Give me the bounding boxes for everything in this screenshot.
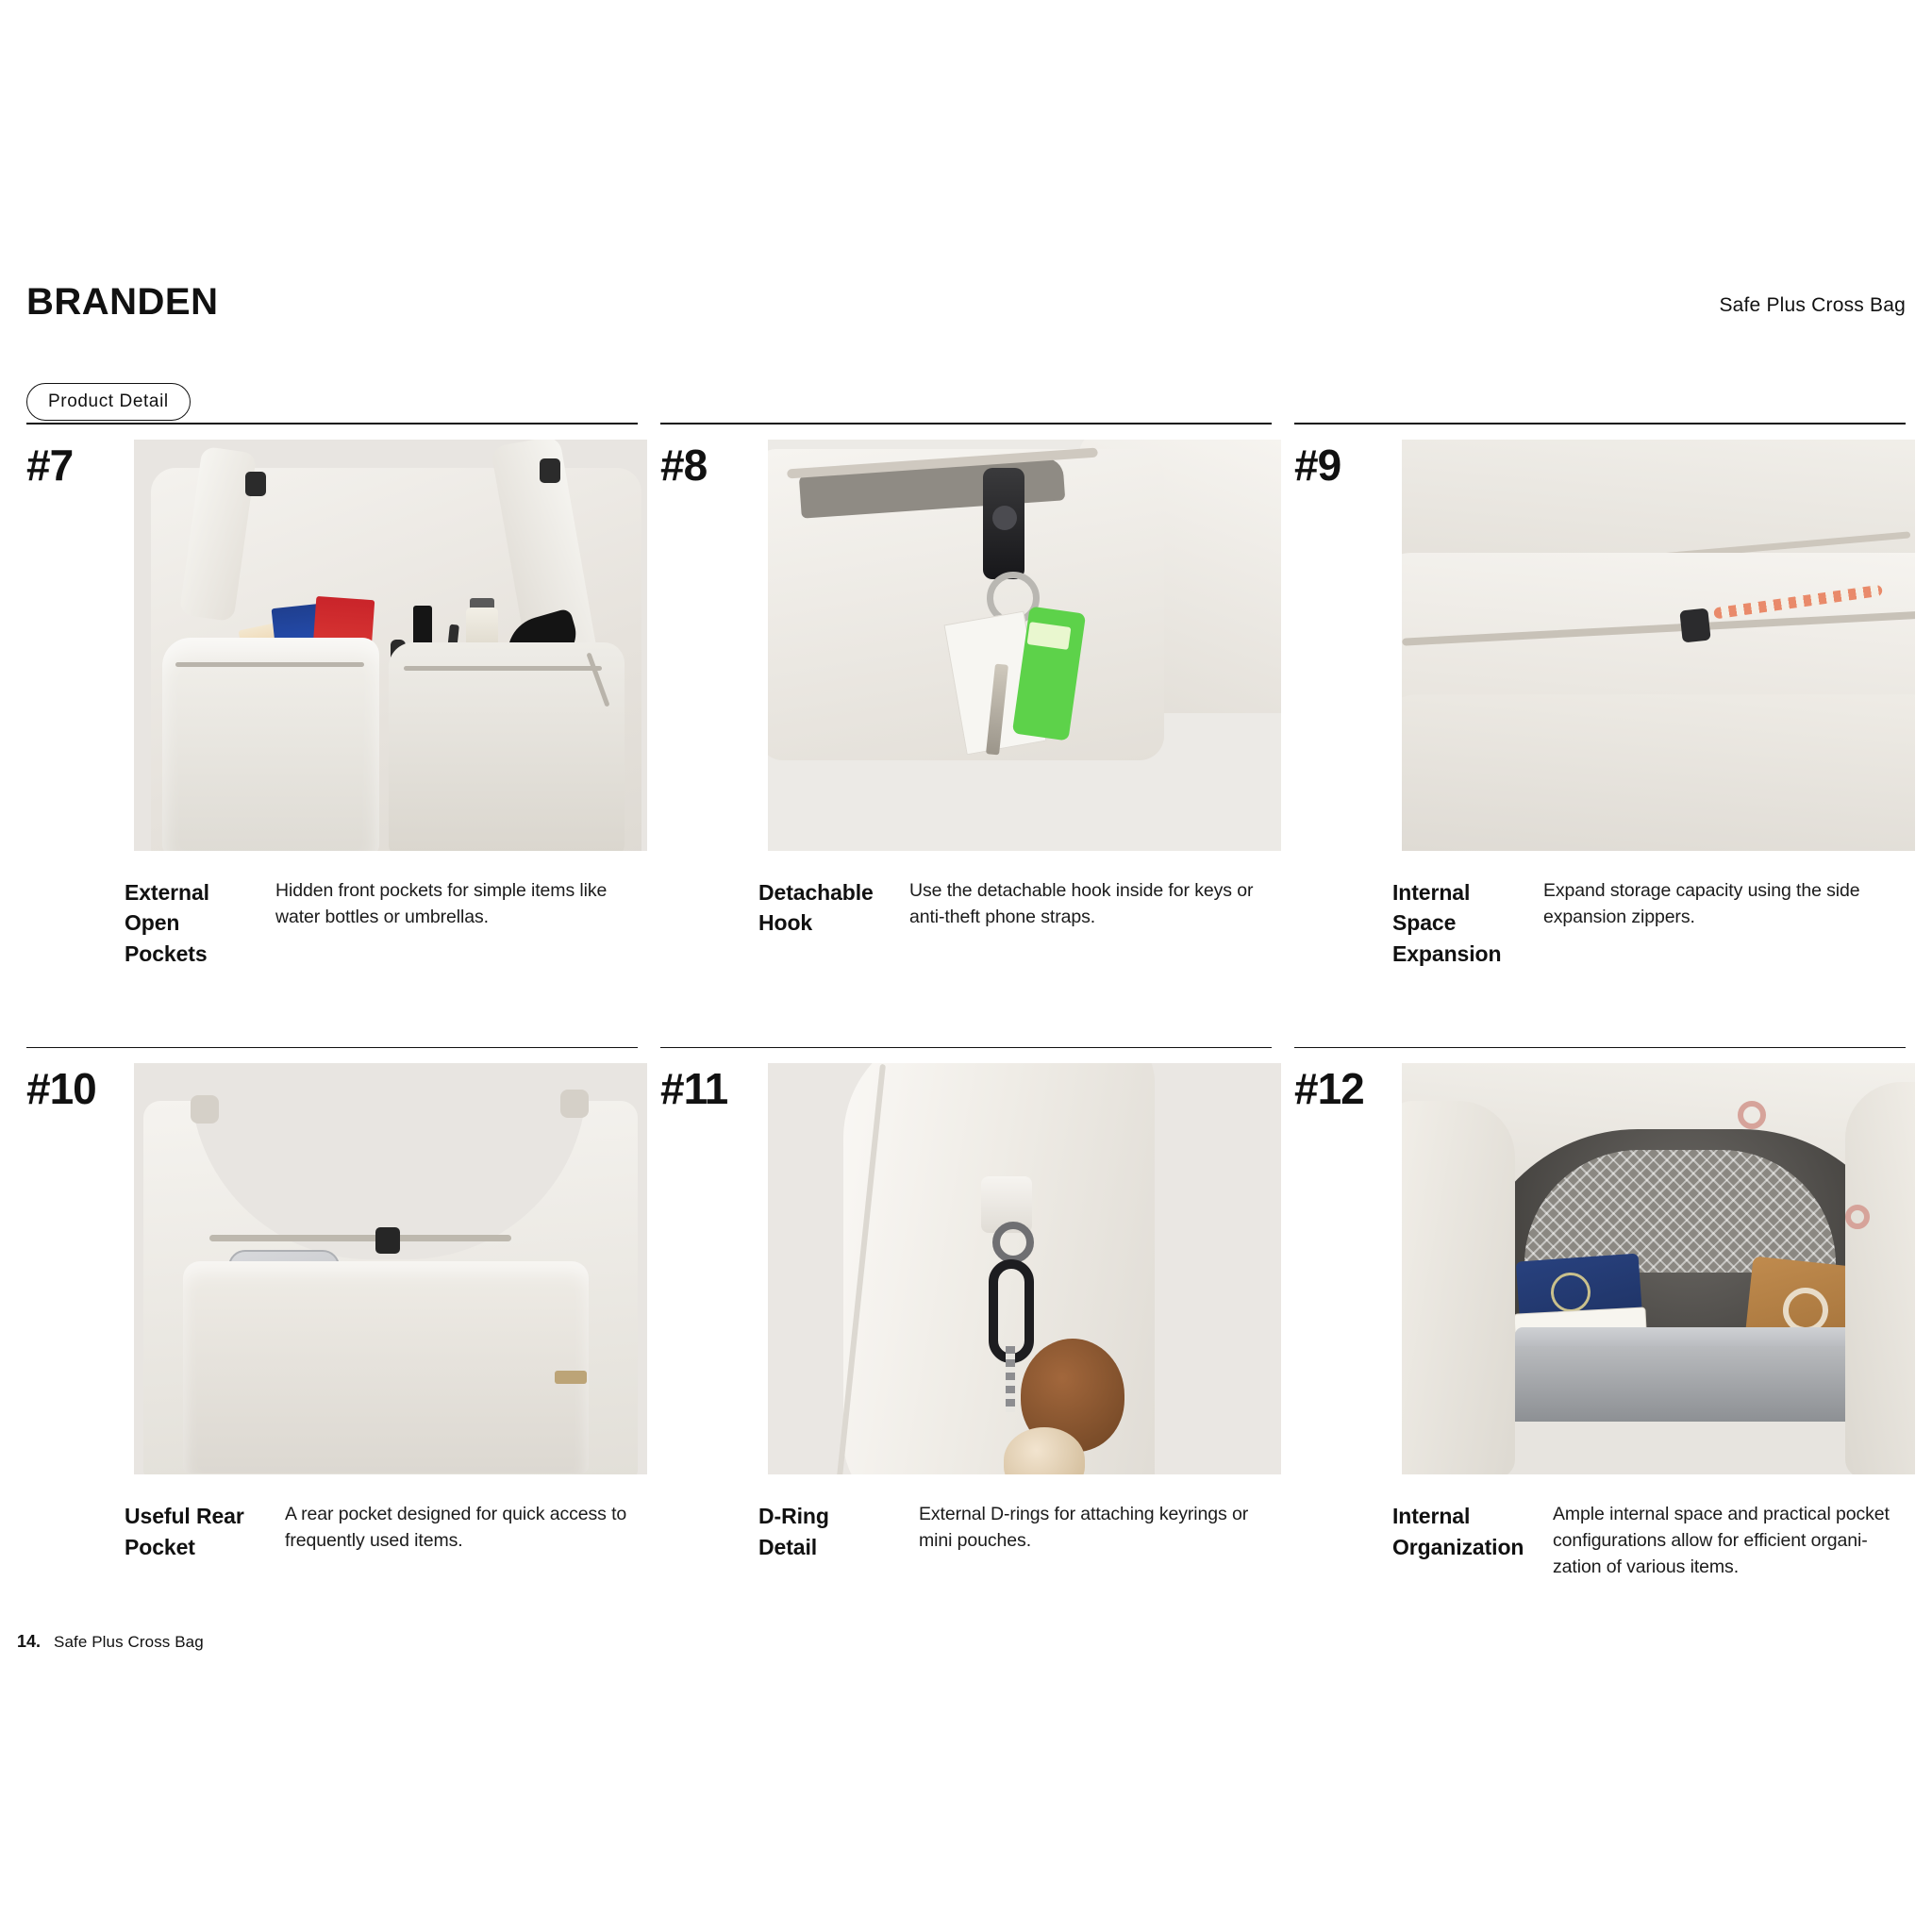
detail-number: #10 <box>26 1064 96 1114</box>
detail-photo-d-ring-detail <box>768 1063 1281 1474</box>
divider <box>1294 1047 1906 1049</box>
detail-number: #7 <box>26 440 74 490</box>
divider <box>26 423 638 424</box>
detail-photo-internal-space-expansion <box>1402 440 1915 851</box>
detail-card-9 <box>1294 423 1906 970</box>
detail-grid <box>26 423 1906 1580</box>
detail-title: D-Ring Detail <box>758 1504 829 1559</box>
detail-caption <box>660 877 1272 939</box>
detail-caption <box>1294 877 1906 970</box>
detail-card-11 <box>660 1047 1272 1581</box>
detail-description: External D-rings for attaching keyrings or mini pouches. <box>919 1504 1249 1552</box>
detail-description: Expand storage capacity using the side expansion zippers. <box>1543 879 1860 927</box>
detail-card-8 <box>660 423 1272 970</box>
detail-title: Useful Rear Pocket <box>125 1504 244 1559</box>
divider <box>1294 423 1906 424</box>
detail-caption <box>660 1501 1272 1562</box>
detail-number: #12 <box>1294 1064 1364 1114</box>
footer-page-number: 14. <box>17 1632 42 1651</box>
page-footer <box>17 1632 204 1652</box>
page-title: Safe Plus Cross Bag <box>1719 294 1906 316</box>
brand-logo: BRANDEN <box>26 281 219 323</box>
detail-photo-useful-rear-pocket <box>134 1063 647 1474</box>
divider <box>660 1047 1272 1049</box>
footer-product-name: Safe Plus Cross Bag <box>54 1633 204 1651</box>
detail-title: Internal Organization <box>1392 1504 1524 1559</box>
detail-photo-external-open-pockets <box>134 440 647 851</box>
detail-description: Use the detachable hook inside for keys or anti-theft phone straps. <box>909 879 1254 927</box>
detail-photo-detachable-hook <box>768 440 1281 851</box>
detail-description: Ample internal space and practical pocket configurations allow for efficient organi- zation of various items. <box>1553 1504 1890 1578</box>
detail-number: #9 <box>1294 440 1341 490</box>
detail-caption <box>1294 1501 1906 1580</box>
page-header <box>26 283 1906 321</box>
detail-card-7 <box>26 423 638 970</box>
detail-title: Detachable Hook <box>758 879 874 936</box>
detail-number: #11 <box>660 1064 728 1114</box>
detail-photo-internal-organization <box>1402 1063 1915 1474</box>
divider <box>26 1047 638 1049</box>
detail-card-12 <box>1294 1047 1906 1581</box>
detail-caption <box>26 877 638 970</box>
detail-title: External Open Pockets <box>125 879 209 966</box>
detail-number: #8 <box>660 440 708 490</box>
divider <box>660 423 1272 424</box>
detail-description: Hidden front pockets for simple items like water bottles or umbrellas. <box>275 879 608 927</box>
detail-description: A rear pocket designed for quick access to frequently used items. <box>285 1504 627 1552</box>
detail-caption <box>26 1501 638 1562</box>
detail-card-10 <box>26 1047 638 1581</box>
detail-title: Internal Space Expansion <box>1392 879 1502 966</box>
section-tag: Product Detail <box>26 383 191 421</box>
